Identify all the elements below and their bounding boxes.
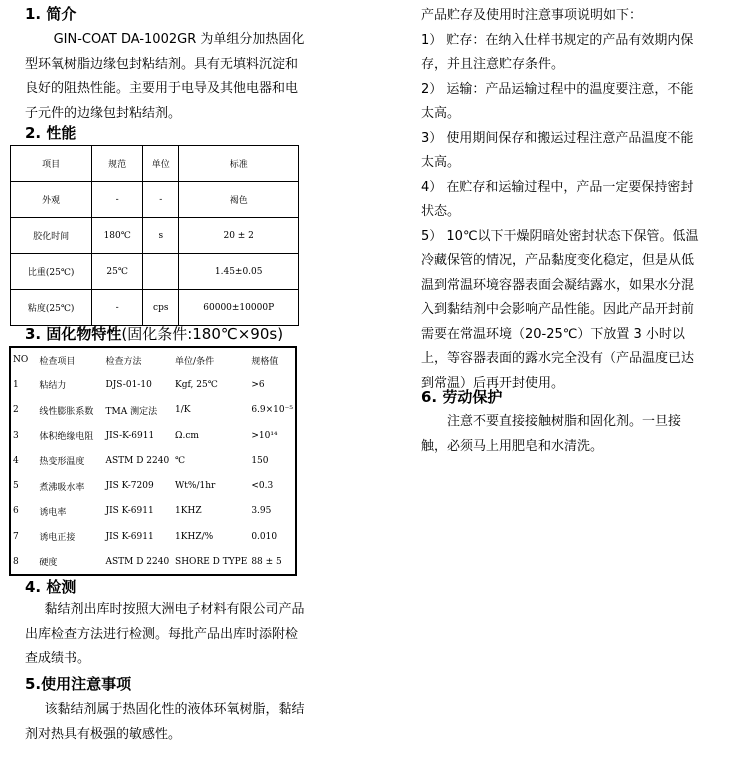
section-4-body: [25, 598, 305, 672]
table-cell: JIS K-6911: [105, 506, 154, 517]
section-5-body: [25, 698, 305, 747]
table-cell: 比重(25℃): [11, 254, 92, 290]
table-cell: 1KHZ: [175, 506, 202, 517]
table-row: [10, 372, 296, 397]
table-cell: cps: [143, 290, 179, 326]
cured-properties-table: [9, 346, 297, 576]
table-cell: 检查项目: [39, 356, 76, 367]
table-cell: NO: [13, 355, 29, 366]
storage-intro: 产品贮存及使用时注意事项说明如下：: [421, 8, 643, 23]
section-3-title: [25, 324, 283, 344]
section-1-body: [25, 28, 305, 126]
table-cell: 3.95: [251, 506, 272, 517]
table-cell: 6: [13, 506, 19, 517]
table-cell: 褐色: [179, 182, 299, 218]
table-cell: -: [92, 182, 143, 218]
table-cell: 150: [251, 455, 269, 466]
section-3-title-text: 3. 固化物特性: [25, 325, 122, 343]
table-cell: 25℃: [92, 254, 143, 290]
section-6-title: 6. 劳动保护: [421, 388, 503, 406]
table-row: [10, 448, 296, 473]
list-item: 4） 在贮存和运输过程中，产品一定要保持密封状态。: [421, 179, 694, 219]
table-cell: ℃: [175, 455, 186, 466]
table-cell: 60000±10000P: [179, 290, 299, 326]
table-header-row: [11, 146, 299, 182]
properties-table: [10, 145, 299, 326]
table-cell: 硬度: [39, 558, 58, 569]
list-item: 5） 10℃以下干燥阴暗处密封状态下保管。低温冷藏保管的情况，产品黏度变化稳定，但是从低温到常温环境容器表面会凝结露水，如果水分混入到黏结剂中会影响产品性能。因此产品开封前需要在常温环境（20-25℃）下放置 3 小时以上，等容器表面的露水完全没有（产品温度已达到常温）后再开封使用。: [421, 228, 699, 391]
table-cell: 1: [13, 379, 19, 390]
table-row: [10, 473, 296, 498]
table-cell: 20 ± 2: [179, 218, 299, 254]
table-cell: 180℃: [92, 218, 143, 254]
table-cell: 热变形温度: [39, 457, 85, 468]
table-row: [10, 524, 296, 549]
list-item: 3） 使用期间保存和搬运过程注意产品温度不能太高。: [421, 130, 694, 170]
inspection-text: 黏结剂出库时按照大洲电子材料有限公司产品出库检查方法进行检测。每批产品出库时添附检查成绩书。: [25, 602, 305, 666]
table-cell: Kgf, 25℃: [175, 379, 218, 390]
table-cell: 煮沸吸水率: [39, 482, 85, 493]
table-cell: >10¹⁴: [251, 430, 278, 441]
table-cell: SHORE D TYPE: [175, 556, 248, 567]
table-cell: 3: [13, 430, 19, 441]
table-row: [10, 423, 296, 448]
table-cell: 诱电率: [39, 507, 67, 518]
table-cell: 2: [13, 405, 19, 416]
cure-condition: (固化条件:180℃×90s): [121, 325, 284, 343]
table-cell: 诱电正接: [39, 533, 76, 544]
table-row: [11, 182, 299, 218]
section-5-title: 5.使用注意事项: [25, 675, 132, 693]
list-item: 2） 运输：产品运输过程中的温度要注意，不能太高。: [421, 81, 694, 121]
list-item: 1） 贮存：在纳入仕样书规定的产品有效期内保存，并且注意贮存条件。: [421, 32, 694, 72]
table-row: [11, 218, 299, 254]
section-6-body: [421, 410, 703, 459]
table-cell: -: [92, 290, 143, 326]
table-cell: ASTM D 2240: [105, 556, 170, 567]
table-cell: 6.9×10⁻⁵: [251, 405, 293, 416]
protection-text: 注意不要直接接触树脂和固化剂。一旦接触，必须马上用肥皂和水清洗。: [421, 414, 682, 454]
table-cell: 5: [13, 481, 19, 492]
section-1-title: 1. 简介: [25, 5, 77, 23]
table-cell: <0.3: [251, 481, 274, 492]
table-cell: 8: [13, 556, 19, 567]
table-cell: 单位: [143, 146, 179, 182]
table-cell: 1KHZ/%: [175, 531, 214, 542]
table-cell: TMA 测定法: [105, 406, 158, 417]
table-cell: 检查方法: [105, 356, 142, 367]
table-cell: 粘度(25℃): [11, 290, 92, 326]
table-row: [10, 398, 296, 423]
usage-note-text: 该黏结剂属于热固化性的液体环氧树脂，黏结剂对热具有极强的敏感性。: [25, 702, 305, 742]
table-cell: 项目: [11, 146, 92, 182]
table-cell: Ω.cm: [175, 430, 199, 441]
section-4-title: 4. 检测: [25, 578, 77, 596]
table-cell: Wt%/1hr: [175, 481, 216, 492]
table-row: [10, 499, 296, 524]
table-cell: >6: [251, 379, 265, 390]
table-cell: 外观: [11, 182, 92, 218]
table-cell: JIS K-7209: [105, 481, 154, 492]
table-header-row: [10, 347, 296, 372]
table-cell: 标准: [179, 146, 299, 182]
table-row: [11, 290, 299, 326]
section-2-title: 2. 性能: [25, 124, 77, 142]
table-cell: 4: [13, 455, 19, 466]
table-cell: 规格值: [251, 356, 279, 367]
storage-notes: [421, 4, 703, 396]
table-cell: 线性膨胀系数: [39, 406, 94, 417]
table-cell: 单位/条件: [175, 356, 215, 367]
table-row: [10, 549, 296, 574]
table-cell: 胶化时间: [11, 218, 92, 254]
table-cell: 0.010: [251, 531, 278, 542]
table-cell: 7: [13, 531, 19, 542]
table-cell: ASTM D 2240: [105, 455, 170, 466]
table-cell: [143, 254, 179, 290]
table-cell: 体积绝缘电阻: [39, 432, 94, 443]
table-cell: 88 ± 5: [251, 556, 282, 567]
table-cell: 1/K: [175, 405, 191, 416]
table-cell: 规范: [92, 146, 143, 182]
table-cell: s: [143, 218, 179, 254]
table-cell: JIS-K-6911: [105, 430, 155, 441]
table-cell: JIS K-6911: [105, 531, 154, 542]
table-cell: DJS-01-10: [105, 379, 152, 390]
table-cell: -: [143, 182, 179, 218]
table-cell: 粘结力: [39, 381, 67, 392]
table-cell: 1.45±0.05: [179, 254, 299, 290]
intro-text: GIN-COAT DA-1002GR 为单组分加热固化型环氧树脂边缘包封粘结剂。具有无填料沉淀和良好的阻热性能。主要用于电导及其他电器和电子元件的边缘包封粘结剂。: [25, 32, 305, 121]
table-row: [11, 254, 299, 290]
